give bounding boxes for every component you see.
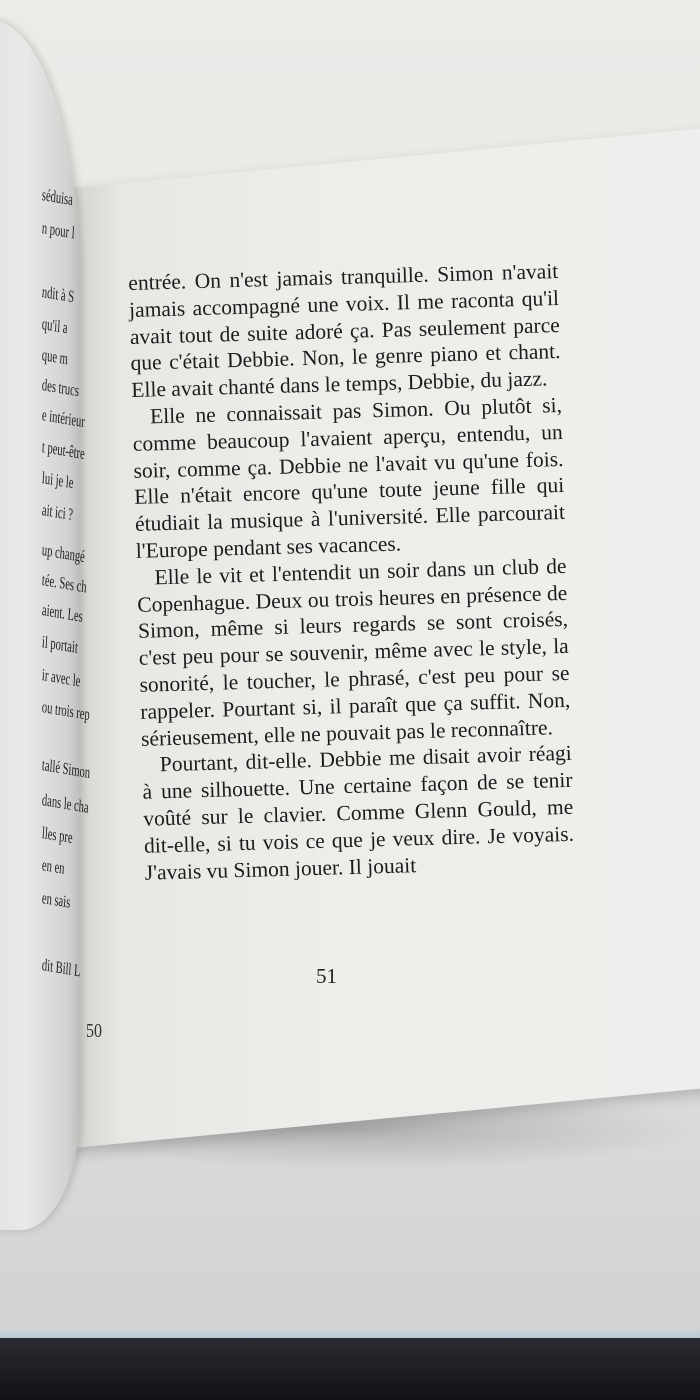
text-fragment: que m: [41, 345, 69, 369]
right-page-text: [128, 258, 575, 886]
text-fragment: en sais: [41, 888, 71, 912]
text-fragment: tallé Simon: [41, 755, 91, 783]
paragraph: Elle le vit et l'entendit un soir dans un club de Copenhague. Deux ou trois heures en présence de Simon, même si leurs regards se sont croisés, c'est peu pour se souvenir, même avec le style, la sonorité, le toucher, le phrasé, c'est peu pour se rappeler. Pourtant si, il paraît que ça suffit. Non, sérieusement, elle ne pouvait pas le reconnaître.: [137, 553, 571, 751]
text-fragment: ndit à S: [41, 282, 75, 307]
left-page-text: [40, 0, 120, 1210]
text-fragment: des trucs: [41, 375, 80, 401]
text-fragment: ou trois rep: [41, 697, 91, 725]
paragraph: Pourtant, dit-elle. Debbie me disait avoir réagi à une silhouette. Une certaine façon de se tenir voûté sur le clavier. Comme Glenn Gould, me dit-elle, si tu vois ce que je veux dire. Je voyais. J'avais vu Simon jouer. Il jouait: [142, 741, 575, 885]
text-fragment: en en: [41, 855, 66, 878]
text-fragment: e intérieur: [41, 405, 86, 432]
text-fragment: tée. Ses ch: [41, 570, 88, 597]
text-fragment: dit Bill L: [41, 955, 82, 981]
page-number: 51: [316, 964, 337, 988]
text-fragment: ait ici ?: [41, 500, 74, 525]
paragraph: Elle ne connaissait pas Simon. Ou plutôt si, comme beaucoup l'avaient aperçu, entendu, un soir, comme ça. Debbie ne l'avait vu qu'une fois. Elle n'était encore qu'une toute jeune fille qui étudiait la musique à l'université. Elle parcourait l'Europe pendant ses vacances.: [132, 392, 566, 563]
text-fragment: il portait: [41, 632, 79, 658]
text-fragment: qu'il a: [41, 314, 69, 338]
text-fragment: séduisa: [41, 185, 74, 210]
text-fragment: lui je le: [41, 468, 75, 493]
text-fragment: lles pre: [41, 823, 74, 848]
text-fragment: t peut-être: [41, 437, 86, 464]
paragraph: entrée. On n'est jamais tranquille. Simon n'avait jamais accompagné une voix. Il me raconta qu'il avait tout de suite adoré ça. Pas seulement parce que c'était Debbie. Non, le genre piano et chant. Elle avait chanté dans le temps, Debbie, du jazz.: [128, 258, 561, 403]
text-fragment: ir avec le: [41, 665, 82, 691]
text-fragment: dans le cha: [41, 790, 90, 817]
text-fragment: up changé: [41, 540, 86, 567]
table-edge: [0, 1338, 700, 1400]
page-number: 50: [86, 1020, 102, 1042]
text-fragment: n pour l: [41, 218, 76, 243]
text-fragment: aient. Les: [41, 600, 84, 626]
